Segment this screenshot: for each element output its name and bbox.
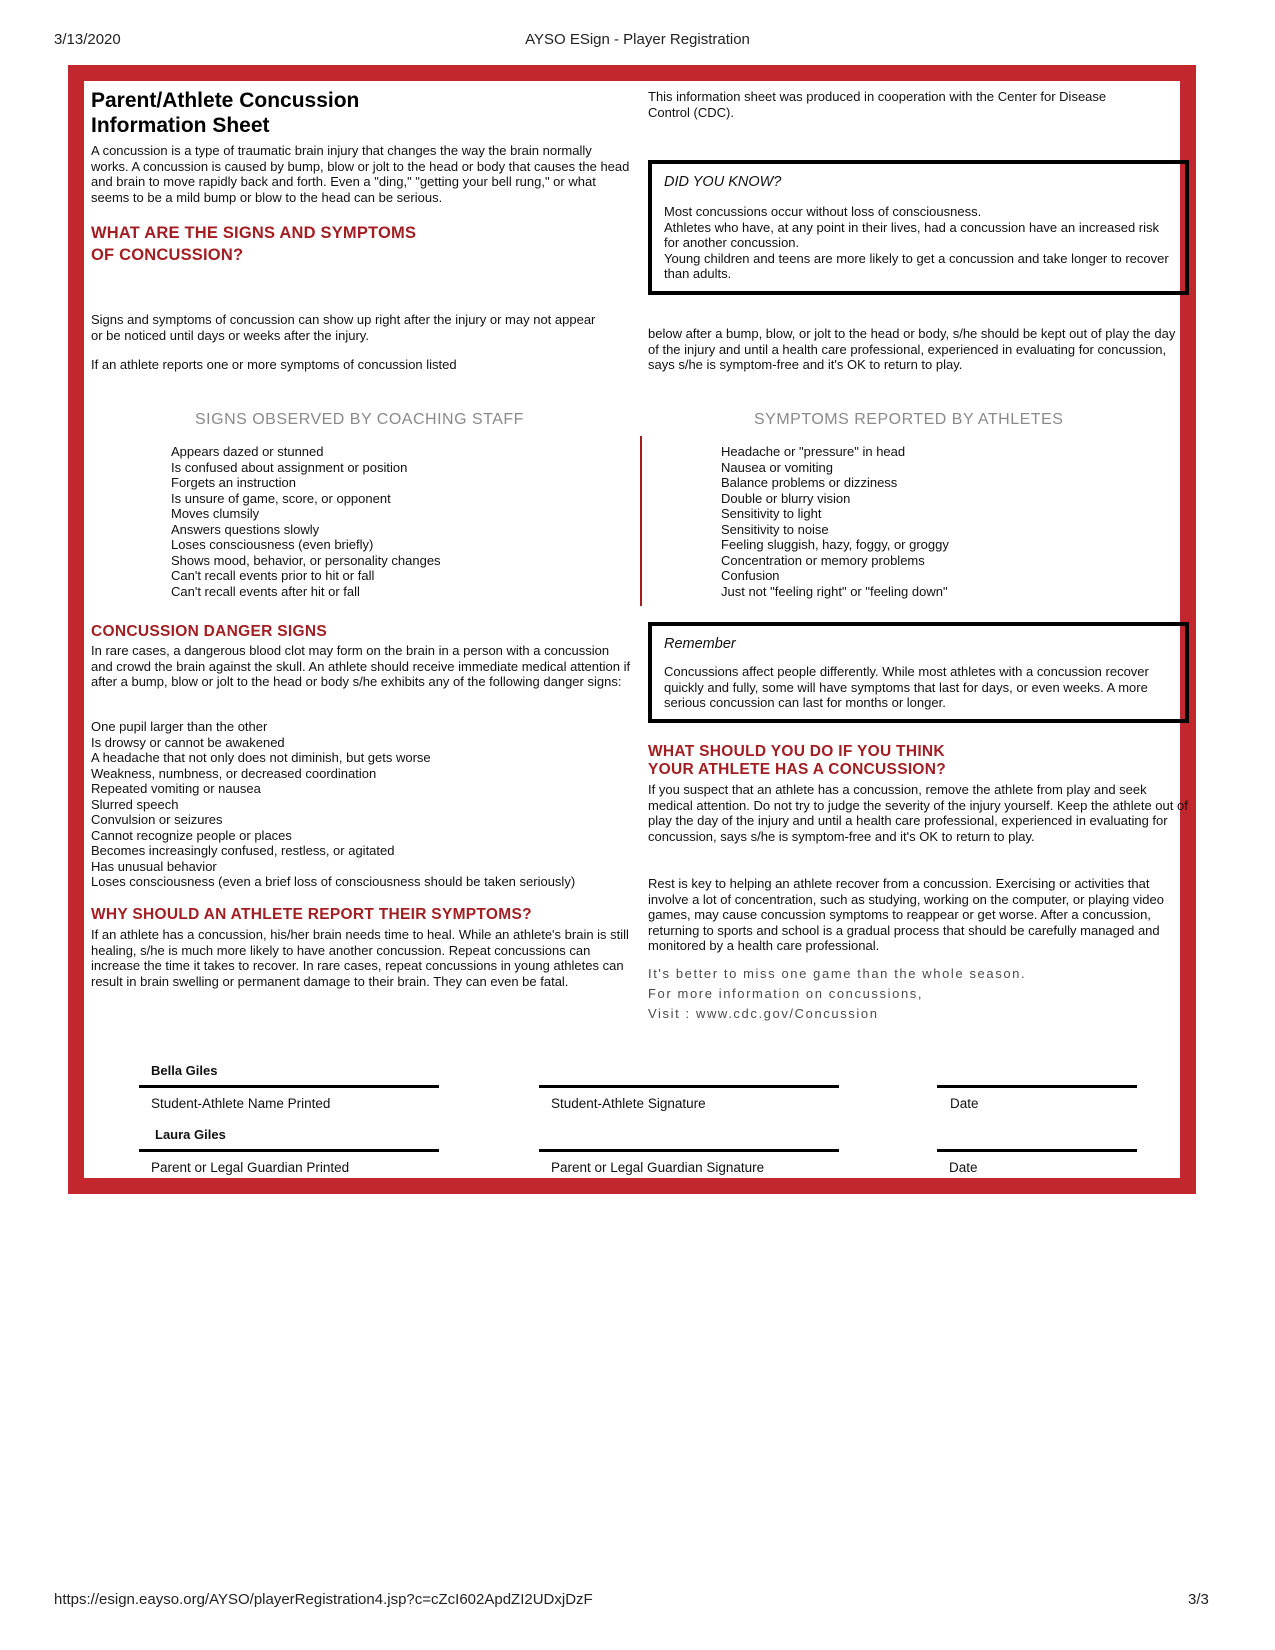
list-item: Concentration or memory problems — [721, 552, 925, 568]
danger-signs-list — [91, 719, 651, 890]
column-divider — [640, 436, 642, 606]
coaching-staff-heading: SIGNS OBSERVED BY COACHING STAFF — [195, 411, 524, 428]
coaching-signs-list — [171, 444, 441, 599]
parent-name-line — [139, 1149, 439, 1152]
what-to-do-paragraph-2: Rest is key to helping an athlete recover from a concussion. Exercising or activities that involve a lot of concentration, such as studying, working on the computer, or playing video games, may cause concussion symptoms to reappear or get worse. After a concussion, returning to sports and school is a gradual process that should be carefully managed and monitored by a health care professional. — [648, 876, 1164, 954]
list-item: Can't recall events prior to hit or fall — [171, 568, 375, 583]
what-to-do-paragraph-1: If you suspect that an athlete has a concussion, remove the athlete from play and seek medical attention. Do not try to judge the severity of the injury yourself. Keep the athlete out of play the day of the injury and until a health care professional, experienced in evaluating for concussion, says s/he is symptom-free and it's OK to return to play. — [648, 782, 1188, 844]
did-you-know-line: Athletes who have, at any point in their lives, had a concussion have an increased risk for another concussion. — [664, 219, 1160, 251]
remember-title: Remember — [664, 636, 736, 652]
list-item: Cannot recognize people or places — [91, 827, 292, 843]
list-item: Confusion — [721, 568, 780, 583]
parent-date-label: Date — [949, 1160, 978, 1175]
list-item: Feeling sluggish, hazy, foggy, or groggy — [721, 537, 949, 552]
list-item: Weakness, numbness, or decreased coordination — [91, 765, 377, 781]
list-item: Loses consciousness (even briefly) — [171, 537, 374, 552]
list-item: Sensitivity to noise — [721, 521, 829, 537]
list-item: Is unsure of game, score, or opponent — [171, 490, 391, 506]
parent-date-line — [937, 1149, 1137, 1152]
athlete-symptoms-heading: SYMPTOMS REPORTED BY ATHLETES — [754, 411, 1064, 428]
danger-intro: In rare cases, a dangerous blood clot may form on the brain in a person with a concussion and crowd the brain against the skull. An athlete should receive immediate medical attention if after a bump, blow or jolt to the head or body s/he exhibits any of the following danger signs: — [91, 643, 631, 690]
student-date-line — [937, 1085, 1137, 1088]
list-item: Loses consciousness (even a brief loss of consciousness should be taken seriously) — [91, 874, 576, 889]
list-item: Becomes increasingly confused, restless, or agitated — [91, 843, 395, 858]
parent-name-value: Laura Giles — [155, 1127, 226, 1142]
list-item: Just not "feeling right" or "feeling down" — [721, 583, 948, 599]
list-item: Double or blurry vision — [721, 490, 851, 506]
list-item: Moves clumsily — [171, 506, 260, 521]
parent-name-label: Parent or Legal Guardian Printed — [151, 1160, 350, 1175]
print-url-link[interactable]: https://esign.eayso.org/AYSO/playerRegistration4.jsp?c=cZcI602ApdZI2UDxjDzF — [54, 1591, 593, 1608]
list-item: Has unusual behavior — [91, 858, 217, 874]
cdc-message: It's better to miss one game than the whole season. For more information on concussions, Visit : www.cdc.gov/Concussion — [648, 966, 1027, 1021]
why-report-heading: WHY SHOULD AN ATHLETE REPORT THEIR SYMPTOMS? — [91, 906, 532, 923]
student-signature-label: Student-Athlete Signature — [551, 1096, 706, 1111]
list-item: Balance problems or dizziness — [721, 475, 898, 490]
list-item: Repeated vomiting or nausea — [91, 781, 261, 796]
print-title: AYSO ESign - Player Registration — [525, 31, 750, 48]
parent-signature-line — [539, 1149, 839, 1152]
list-item: Appears dazed or stunned — [171, 444, 324, 459]
list-item: Answers questions slowly — [171, 521, 320, 537]
list-item: Can't recall events after hit or fall — [171, 583, 360, 599]
cdc-note: This information sheet was produced in cooperation with the Center for Disease Control (CDC). — [648, 89, 1107, 120]
parent-signature-label: Parent or Legal Guardian Signature — [551, 1160, 765, 1175]
page-number: 3/3 — [1188, 1591, 1209, 1608]
why-report-paragraph: If an athlete has a concussion, his/her brain needs time to heal. While an athlete's brain is still healing, s/he is much more likely to have another concussion. Repeat concussions can increase the time it takes to recover. In rare cases, repeat concussions in young athletes can result in brain swelling or permanent damage to their brain. They can even be fatal. — [91, 927, 629, 989]
student-signature-line — [539, 1085, 839, 1088]
print-date: 3/13/2020 — [54, 31, 121, 48]
student-name-line — [139, 1085, 439, 1088]
did-you-know-line: Young children and teens are more likely to get a concussion and take longer to recover than adults. — [664, 250, 1169, 282]
did-you-know-box — [648, 160, 1189, 295]
student-name-value: Bella Giles — [151, 1063, 218, 1078]
list-item: Is confused about assignment or position — [171, 459, 408, 475]
list-item: Shows mood, behavior, or personality changes — [171, 552, 441, 568]
what-to-do-heading: WHAT SHOULD YOU DO IF YOU THINK YOUR ATHLETE HAS A CONCUSSION? — [648, 743, 947, 778]
signs-paragraph-continued: below after a bump, blow, or jolt to the head or body, s/he should be kept out of play the day of the injury and until a health care professional, experienced in evaluating for concussion, says s/he is symptom-free and it's OK to return to play. — [648, 326, 1176, 373]
sheet-title: Parent/Athlete Concussion Information Sheet — [91, 89, 360, 137]
list-item: Headache or "pressure" in head — [721, 444, 906, 459]
signs-paragraph-1: Signs and symptoms of concussion can show up right after the injury or may not appear or be noticed until days or weeks after the injury. — [91, 312, 596, 343]
list-item: A headache that not only does not diminish, but gets worse — [91, 750, 431, 765]
list-item: One pupil larger than the other — [91, 719, 268, 734]
student-date-label: Date — [950, 1096, 979, 1111]
list-item: Nausea or vomiting — [721, 459, 833, 475]
list-item: Forgets an instruction — [171, 475, 297, 490]
list-item: Slurred speech — [91, 796, 179, 812]
athlete-symptoms-list — [721, 444, 949, 599]
list-item: Sensitivity to light — [721, 506, 822, 521]
remember-box — [648, 622, 1189, 723]
did-you-know-line: Most concussions occur without loss of consciousness. — [664, 204, 982, 219]
student-name-label: Student-Athlete Name Printed — [151, 1096, 331, 1111]
list-item: Convulsion or seizures — [91, 812, 223, 827]
signs-paragraph-2: If an athlete reports one or more symptoms of concussion listed — [91, 357, 457, 372]
signs-heading: WHAT ARE THE SIGNS AND SYMPTOMS OF CONCUSSION? — [91, 224, 417, 264]
list-item: Is drowsy or cannot be awakened — [91, 734, 285, 750]
danger-signs-heading: CONCUSSION DANGER SIGNS — [91, 623, 327, 640]
intro-paragraph: A concussion is a type of traumatic brain injury that changes the way the brain normally works. A concussion is caused by bump, blow or jolt to the head or body that causes the head and brain to move rapidly back and forth. Even a "ding," "getting your bell rung," or what seems to be a mild bump or blow to the head can be serious. — [91, 143, 630, 205]
did-you-know-title: DID YOU KNOW? — [664, 174, 782, 190]
remember-text: Concussions affect people differently. While most athletes with a concussion recover quickly and fully, some will have symptoms that last for days, or even weeks. A more serious concussion can last for months or longer. — [664, 664, 1149, 711]
